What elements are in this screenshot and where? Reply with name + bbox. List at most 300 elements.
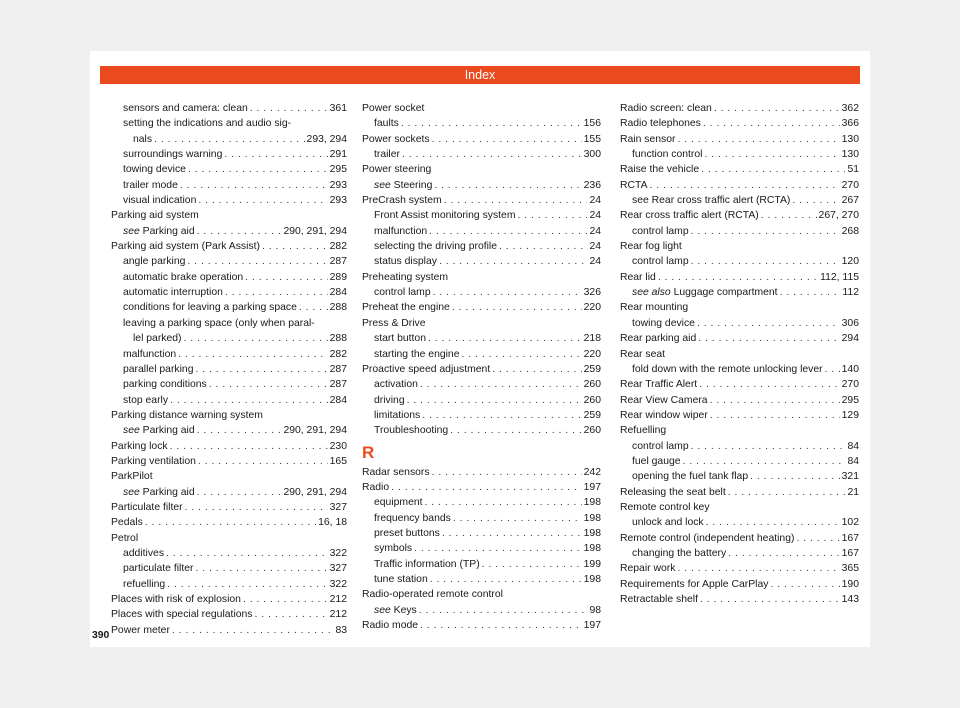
index-entry: [620, 546, 859, 561]
dot-leader: [452, 300, 582, 315]
entry-term: Requirements for Apple CarPlay: [620, 578, 769, 590]
page-reference: 130: [841, 133, 859, 145]
dot-leader: [167, 577, 327, 592]
index-entry: [620, 162, 859, 177]
dot-leader: [462, 347, 582, 362]
see-reference: see: [374, 604, 391, 616]
entry-term: limitations: [374, 409, 421, 421]
entry-term: setting the indications and audio sig-: [123, 118, 292, 130]
entry-term: Traffic information (TP): [374, 558, 480, 570]
entry-term: visual indication: [123, 195, 197, 207]
entry-term: Radio: [362, 481, 390, 493]
dot-leader: [224, 147, 327, 162]
dot-leader: [209, 377, 328, 392]
dot-leader: [145, 515, 316, 530]
entry-term: Power sockets: [362, 133, 430, 145]
index-entry: [111, 454, 347, 469]
index-entry: [362, 316, 601, 331]
entry-term: Rear mounting: [620, 302, 689, 314]
dot-leader: [172, 623, 334, 638]
dot-leader: [187, 254, 327, 269]
page-reference: 198: [583, 543, 601, 555]
page-reference: 83: [335, 624, 347, 636]
index-entry: [620, 561, 859, 576]
index-entry: [620, 439, 859, 454]
index-entry: [111, 377, 347, 392]
entry-term: Parking ventilation: [111, 455, 196, 467]
page-reference: 289: [329, 271, 347, 283]
index-entry: [620, 239, 859, 254]
see-reference: see: [123, 425, 140, 437]
index-entry: [111, 577, 347, 592]
page-reference: 220: [583, 302, 601, 314]
entry-term: Press & Drive: [362, 317, 426, 329]
entry-term: [123, 485, 195, 500]
index-column-1: [111, 101, 347, 638]
index-entry: [620, 515, 859, 530]
entry-term: Preheat the engine: [362, 302, 450, 314]
dot-leader: [250, 101, 328, 116]
entry-term: changing the battery: [632, 547, 727, 559]
index-entry: [111, 270, 347, 285]
entry-term: control lamp: [632, 440, 689, 452]
page-reference: 282: [329, 348, 347, 360]
entry-term: opening the fuel tank flap: [632, 471, 749, 483]
page-reference: 287: [329, 256, 347, 268]
entry-term: Remote control (independent heating): [620, 532, 795, 544]
page-reference: 282: [329, 241, 347, 253]
dot-leader: [697, 316, 840, 331]
index-entry: [620, 469, 859, 484]
entry-term: activation: [374, 379, 418, 391]
index-entry: [111, 300, 347, 315]
page-reference: 260: [583, 394, 601, 406]
dot-leader: [691, 254, 840, 269]
index-entry: [620, 362, 859, 377]
dot-leader: [658, 270, 818, 285]
dot-leader: [197, 423, 282, 438]
entry-term: Radio mode: [362, 620, 419, 631]
page-reference: 270: [841, 179, 859, 191]
dot-leader: [691, 439, 846, 454]
index-entry: [620, 393, 859, 408]
index-entry: [362, 254, 601, 269]
index-entry: [362, 557, 601, 572]
index-entry: [362, 208, 601, 223]
see-reference: see: [123, 225, 140, 237]
entry-term: [632, 285, 778, 300]
dot-leader: [704, 147, 839, 162]
section-letter: R: [362, 442, 375, 462]
entry-term: Front Assist monitoring system: [374, 210, 516, 222]
page-reference: 51: [847, 164, 859, 176]
entry-term: preset buttons: [374, 527, 440, 539]
index-entry: [111, 331, 347, 346]
entry-term: automatic brake operation: [123, 271, 244, 283]
index-entry: [620, 208, 859, 223]
page-reference: 24: [589, 256, 601, 268]
index-entry: [362, 587, 601, 602]
entry-term-text: Parking aid: [142, 425, 195, 437]
index-entry: [362, 377, 601, 392]
index-entry: [111, 285, 347, 300]
index-entry: [362, 193, 601, 208]
entry-term: function control: [632, 149, 703, 161]
index-entry: [620, 423, 859, 438]
entry-term-text: Steering: [393, 179, 433, 191]
dot-leader: [402, 147, 582, 162]
dot-leader: [422, 408, 581, 423]
entry-term: Particulate filter: [111, 501, 183, 513]
index-entry: [620, 116, 859, 131]
see-reference: see: [374, 179, 391, 191]
index-entry: [362, 239, 601, 254]
index-entry: [111, 439, 347, 454]
entry-term: selecting the driving profile: [374, 241, 498, 253]
dot-leader: [243, 592, 328, 607]
dot-leader: [225, 285, 328, 300]
page-reference: 198: [583, 497, 601, 509]
entry-term: symbols: [374, 543, 413, 555]
page-reference: 112: [842, 287, 859, 299]
entry-term: Pedals: [111, 517, 143, 529]
dot-leader: [517, 208, 587, 223]
dot-leader: [170, 439, 328, 454]
index-entry: [620, 224, 859, 239]
index-entry: [620, 254, 859, 269]
entry-term: equipment: [374, 497, 423, 509]
index-entry: [111, 500, 347, 515]
entry-term: angle parking: [123, 256, 186, 268]
page-reference: 300: [583, 149, 601, 161]
index-entry: [111, 193, 347, 208]
dot-leader: [703, 116, 840, 131]
index-entry: [362, 331, 601, 346]
page-reference: 268: [841, 225, 859, 237]
dot-leader: [728, 485, 846, 500]
entry-term: trailer: [374, 149, 400, 161]
page-reference: 197: [583, 481, 601, 493]
index-entry: [111, 239, 347, 254]
page-reference: 270: [841, 379, 859, 391]
index-entry: [620, 331, 859, 346]
dot-leader: [825, 362, 840, 377]
entry-term: stop early: [123, 394, 169, 406]
index-entry: [620, 193, 859, 208]
page-reference: 259: [583, 409, 601, 421]
page-reference: 288: [329, 333, 347, 345]
index-entry: [362, 408, 601, 423]
page-reference: 267, 270: [818, 210, 859, 222]
index-entry: [362, 465, 601, 480]
dot-leader: [450, 423, 582, 438]
entry-term: ParkPilot: [111, 471, 153, 483]
entry-term: Radio telephones: [620, 118, 701, 130]
dot-leader: [391, 480, 582, 495]
dot-leader: [432, 465, 582, 480]
dot-leader: [792, 193, 839, 208]
index-header-bar: [100, 66, 860, 84]
page-reference: 112, 115: [820, 271, 859, 283]
index-entry: [620, 592, 859, 607]
entry-term: fuel gauge: [632, 455, 681, 467]
page-reference: 260: [583, 379, 601, 391]
entry-term: Retractable shelf: [620, 594, 698, 605]
index-entry: [111, 561, 347, 576]
dot-leader: [419, 603, 588, 618]
dot-leader: [428, 331, 582, 346]
entry-term-text: Luggage compartment: [673, 287, 778, 299]
index-entry: [620, 577, 859, 592]
page-reference: 199: [583, 558, 601, 570]
page-reference: 197: [583, 620, 601, 631]
page-reference: 294: [841, 333, 859, 345]
dot-leader: [262, 239, 328, 254]
entry-term: particulate filter: [123, 563, 194, 575]
index-entry: [620, 454, 859, 469]
page-reference: 366: [841, 118, 859, 130]
index-entry: [111, 607, 347, 622]
entry-term: lel parked): [133, 333, 182, 345]
entry-term: PreCrash system: [362, 195, 442, 207]
page-reference: 326: [583, 287, 601, 299]
index-entry: [111, 208, 347, 223]
index-entry: [111, 623, 347, 638]
entry-term: [123, 423, 195, 438]
index-entry: [362, 541, 601, 556]
dot-leader: [701, 162, 845, 177]
index-entry: [620, 101, 859, 116]
page-reference: 361: [329, 103, 347, 114]
page-reference: 198: [583, 512, 601, 524]
dot-leader: [492, 362, 581, 377]
dot-leader: [677, 132, 839, 147]
page-reference: 24: [589, 210, 601, 222]
index-entry: [362, 526, 601, 541]
dot-leader: [691, 224, 840, 239]
page-reference: 220: [583, 348, 601, 360]
dot-leader: [407, 393, 582, 408]
index-entry: [111, 101, 347, 116]
dot-leader: [195, 362, 327, 377]
entry-term: control lamp: [632, 225, 689, 237]
entry-term: conditions for leaving a parking space: [123, 302, 297, 314]
page-reference: 290, 291, 294: [283, 486, 347, 498]
entry-term: Places with risk of explosion: [111, 594, 241, 605]
index-entry: [111, 393, 347, 408]
page-reference: 293, 294: [306, 133, 347, 145]
page-reference: 291: [329, 149, 347, 161]
entry-term: Parking lock: [111, 440, 168, 452]
page-reference: 327: [329, 563, 347, 575]
page-reference: 267: [841, 195, 859, 207]
entry-term: leaving a parking space (only when paral-: [123, 317, 315, 329]
see-reference: see: [123, 486, 140, 498]
dot-leader: [433, 285, 582, 300]
entry-term: automatic interruption: [123, 287, 223, 299]
dot-leader: [482, 557, 582, 572]
dot-leader: [650, 178, 840, 193]
entry-term: frequency bands: [374, 512, 451, 524]
dot-leader: [444, 193, 588, 208]
page-reference: 259: [583, 363, 601, 375]
dot-leader: [710, 408, 840, 423]
index-entry: [111, 423, 347, 438]
index-entry: [362, 603, 601, 618]
entry-term: trailer mode: [123, 179, 178, 191]
entry-term: Power meter: [111, 624, 170, 636]
page-reference: 321: [841, 471, 859, 483]
index-entry: [111, 485, 347, 500]
dot-leader: [188, 162, 328, 177]
dot-leader: [439, 254, 587, 269]
entry-term: Places with special regulations: [111, 609, 253, 621]
entry-term: Repair work: [620, 563, 676, 575]
index-entry: [111, 162, 347, 177]
page-reference: 288: [329, 302, 347, 314]
page-reference: 167: [841, 532, 859, 544]
dot-leader: [499, 239, 587, 254]
page-reference: 242: [583, 466, 601, 478]
entry-term: [374, 178, 432, 193]
page-reference: 130: [841, 149, 859, 161]
page-reference: 362: [841, 103, 859, 114]
dot-leader: [710, 393, 840, 408]
index-entry: [111, 224, 347, 239]
see-reference: see also: [632, 287, 671, 299]
dot-leader: [434, 178, 581, 193]
entry-term: start button: [374, 333, 426, 345]
page-reference: 290, 291, 294: [283, 425, 347, 437]
page-reference: 218: [583, 333, 601, 345]
entry-term: see Rear cross traffic alert (RCTA): [632, 195, 791, 207]
dot-leader: [750, 469, 840, 484]
index-entry: [620, 347, 859, 362]
page-reference: 327: [329, 501, 347, 513]
dot-leader: [178, 347, 328, 362]
dot-leader: [761, 208, 817, 223]
dot-leader: [429, 224, 587, 239]
dot-leader: [728, 546, 839, 561]
index-entry: [111, 546, 347, 561]
page-reference: 295: [329, 164, 347, 176]
page-reference: 21: [847, 486, 859, 498]
dot-leader: [699, 377, 839, 392]
index-entry: [362, 162, 601, 177]
page-reference: 322: [329, 578, 347, 590]
dot-leader: [453, 511, 582, 526]
dot-leader: [184, 331, 328, 346]
page-reference: 295: [841, 394, 859, 406]
dot-leader: [442, 526, 582, 541]
index-entry: [620, 147, 859, 162]
index-entry: [111, 592, 347, 607]
dot-leader: [154, 132, 304, 147]
dot-leader: [683, 454, 846, 469]
dot-leader: [197, 224, 282, 239]
index-entry: [620, 316, 859, 331]
index-entry: [362, 300, 601, 315]
index-entry: [362, 270, 601, 285]
page-reference: 198: [583, 573, 601, 585]
index-entry: [111, 469, 347, 484]
entry-term: Rear cross traffic alert (RCTA): [620, 210, 759, 222]
page-reference: 98: [589, 604, 601, 616]
index-entry: [111, 347, 347, 362]
index-entry: [620, 285, 859, 300]
dot-leader: [425, 495, 582, 510]
entry-term: Rear seat: [620, 348, 666, 360]
index-column-2: [362, 101, 601, 633]
dot-leader: [166, 546, 328, 561]
entry-term: Power steering: [362, 164, 432, 176]
index-entry: [111, 178, 347, 193]
page-reference: 365: [841, 563, 859, 575]
index-entry: [362, 224, 601, 239]
index-entry: [362, 393, 601, 408]
index-entry: [111, 531, 347, 546]
page-reference: 190: [841, 578, 859, 590]
entry-term: driving: [374, 394, 405, 406]
page-reference: 230: [329, 440, 347, 452]
index-entry: [362, 511, 601, 526]
index-entry: [362, 101, 601, 116]
dot-leader: [430, 572, 582, 587]
page-reference: 129: [841, 409, 859, 421]
page-reference: 24: [589, 225, 601, 237]
index-entry: [111, 316, 347, 331]
dot-leader: [770, 577, 839, 592]
entry-term: parking conditions: [123, 379, 207, 391]
entry-term: Parking distance warning system: [111, 409, 263, 421]
page-reference: 287: [329, 379, 347, 391]
page-reference: 24: [589, 195, 601, 207]
entry-term: Rear fog light: [620, 241, 682, 253]
dot-leader: [698, 331, 839, 346]
entry-term: Rear parking aid: [620, 333, 697, 345]
index-entry: [620, 300, 859, 315]
page-title: Index: [464, 68, 496, 82]
entry-term: towing device: [632, 317, 695, 329]
entry-term: Radar sensors: [362, 466, 430, 478]
page-reference: 156: [583, 118, 601, 130]
entry-term: surroundings warning: [123, 149, 223, 161]
entry-term: parallel parking: [123, 363, 194, 375]
dot-leader: [198, 193, 327, 208]
page-reference: 24: [589, 241, 601, 253]
dot-leader: [714, 101, 840, 116]
entry-term: Radio screen: clean: [620, 103, 712, 114]
index-entry: [362, 362, 601, 377]
entry-term: Remote control key: [620, 501, 710, 513]
dot-leader: [185, 500, 328, 515]
page-number: 390: [92, 630, 110, 641]
dot-leader: [780, 285, 841, 300]
entry-term-text: Parking aid: [142, 486, 195, 498]
entry-term: refuelling: [123, 578, 166, 590]
page-reference: 322: [329, 547, 347, 559]
dot-leader: [432, 132, 582, 147]
index-entry: [620, 178, 859, 193]
entry-term: additives: [123, 547, 165, 559]
page-reference: 306: [841, 317, 859, 329]
page-reference: 84: [847, 455, 859, 467]
entry-term-text: Keys: [393, 604, 417, 616]
entry-term: status display: [374, 256, 437, 268]
page-reference: 290, 291, 294: [283, 225, 347, 237]
entry-term: fold down with the remote unlocking lever: [632, 363, 823, 375]
entry-term: unlock and lock: [632, 517, 704, 529]
